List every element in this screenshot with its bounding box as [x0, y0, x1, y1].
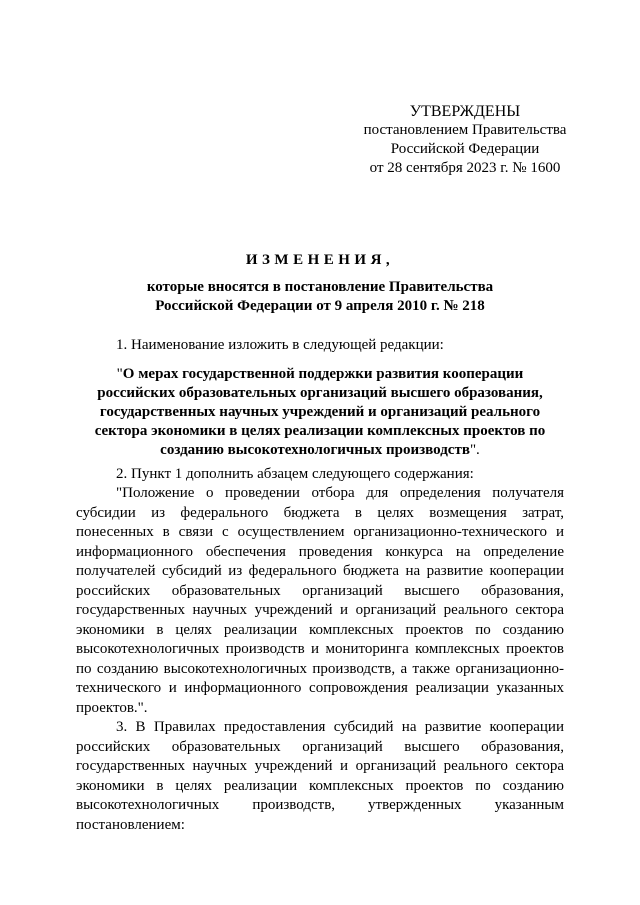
approval-line-1: постановлением Правительства — [363, 122, 567, 138]
approval-line-2: Российской Федерации — [390, 141, 540, 157]
item-2: 2. Пункт 1 дополнить абзацем следующего содержания: — [116, 465, 474, 482]
item-2-added-paragraph: "Положение о проведении отбора для определения получателя субсидии из федерального бюджета в целях возмещения затрат, понесенных в связи с осуществлением организационно-технического и информационного обеспечения проведения конкурса на определение получателей субсидий из федерального бюджета на развитие кооперации российских образовательных организаций высшего образования, государственных научных учреждений и организаций реального сектора экономики в целях реализации комплексных проектов по созданию высокотехнологичных производств и мониторинга комплексных проектов по созданию высокотехнологичных производств, а также организационно-технического и информационного сопровождения реализации указанных проектов.". — [76, 485, 564, 716]
subtitle-line-1: которые вносятся в постановление Правительства — [146, 279, 494, 295]
item-1-new-title-text: О мерах государственной поддержки развития кооперации российских образовательных организаций высшего образования, государственных научных учреждений и организаций реального сектора экономики в целях реализации комплексных проектов по созданию высокотехнологичных производств — [94, 365, 546, 458]
subtitle-line-2: Российской Федерации от 9 апреля 2010 г. № 218 — [155, 298, 485, 314]
item-3: 3. В Правилах предоставления субсидий на развитие кооперации российских образовательных организаций высшего образования, государственных научных учреждений и организаций реального сектора экономики в целях реализации комплексных проектов по созданию высокотехнологичных производств, утвержденных указанным постановлением: — [76, 719, 564, 833]
item-1-new-title — [76, 365, 564, 460]
document-body — [76, 336, 564, 835]
item-1-quote-open: " — [116, 365, 123, 382]
item-1-quote-close: ". — [469, 441, 480, 458]
document-title: ИЗМЕНЕНИЯ, — [245, 252, 395, 268]
document-subtitle — [0, 278, 640, 316]
approval-heading: УТВЕРЖДЕНЫ — [409, 103, 521, 120]
item-1: 1. Наименование изложить в следующей редакции: — [116, 337, 444, 353]
approval-block — [335, 102, 595, 178]
approval-line-3: от 28 сентября 2023 г. № 1600 — [369, 160, 561, 176]
